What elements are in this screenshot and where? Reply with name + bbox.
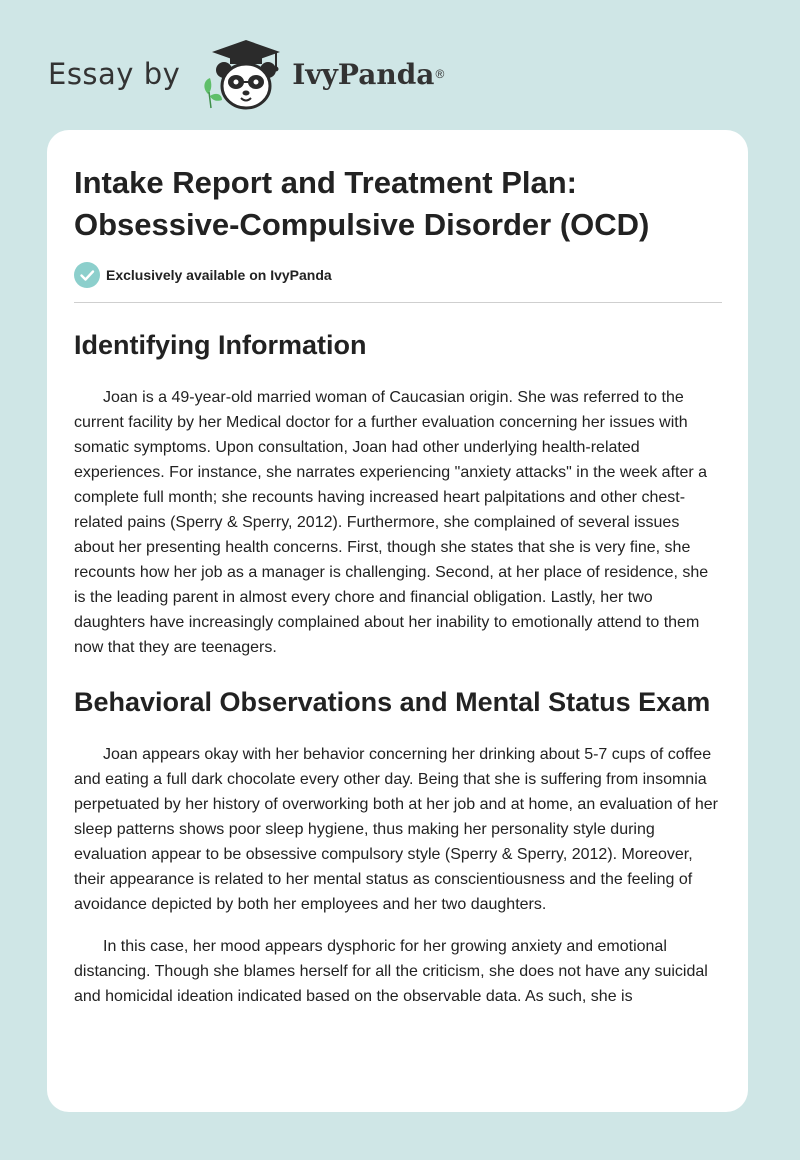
site-header	[48, 36, 444, 112]
panda-graduate-logo-icon[interactable]	[198, 36, 288, 112]
section-paragraph: Joan is a 49-year-old married woman of Caucasian origin. She was referred to the current facility by her Medical doctor for a further evaluation concerning her issues with somatic symptoms. Upon consultation, Joan had other underlying health-related experiences. For instance, she narrates experiencing "anxiety attacks" in the week after a complete full month; she recounts having increased heart palpitations and other chest-related pains (Sperry & Sperry, 2012). Furthermore, she complained of several issues about her presenting health concerns. First, though she states that she is very fine, she recounts how her job as a manager is challenging. Second, at her place of residence, she is the leading parent in almost every chore and financial obligation. Lastly, her two daughters have increasingly complained about her inability to emotionally attend to them now that they are teenagers.	[74, 389, 709, 656]
title-divider	[74, 302, 722, 303]
check-circle-icon	[74, 262, 100, 288]
registered-mark: ®	[435, 67, 445, 81]
essay-by-label: Essay by	[48, 57, 181, 91]
essay-title: Intake Report and Treatment Plan: Obsessive-Compulsive Disorder (OCD)	[74, 165, 650, 242]
section-paragraph: In this case, her mood appears dysphoric for her growing anxiety and emotional distancing. Though she blames herself for all the criticism, she does not have any suicidal and homicidal ideation indicated based on the observable data. As such, she is	[74, 938, 708, 1005]
section-heading: Behavioral Observations and Mental Status Exam	[74, 687, 711, 717]
brand-name[interactable]: IvyPanda	[292, 57, 435, 91]
section-heading: Identifying Information	[74, 330, 367, 360]
exclusive-badge	[74, 262, 722, 288]
section-paragraph: Joan appears okay with her behavior concerning her drinking about 5-7 cups of coffee and eating a full dark chocolate every other day. Being that she is suffering from insomnia perpetuated by her history of overworking both at her job and at home, an evaluation of her sleep patterns shows poor sleep hygiene, thus making her personality style during evaluation appear to be obsessive compulsory style (Sperry & Sperry, 2012). Moreover, their appearance is related to her mental status as conscientiousness and the feeling of avoidance depicted by both her employees and her two daughters.	[74, 746, 718, 913]
exclusive-badge-text: Exclusively available on IvyPanda	[106, 267, 332, 283]
essay-card	[47, 130, 748, 1112]
